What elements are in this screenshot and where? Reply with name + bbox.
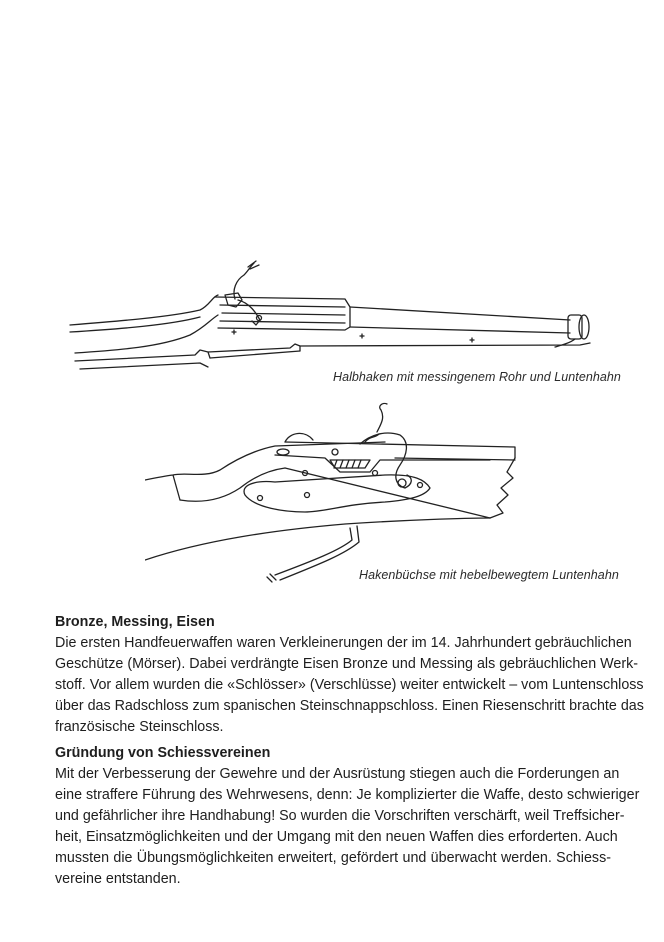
figure-caption-hakenbuechse: Hakenbüchse mit hebelbewegtem Luntenhahn — [359, 568, 619, 582]
section-gruendung-schiessvereine — [55, 743, 640, 890]
paragraph-line: stoff. Vor allem wurden die «Schlösser» (Verschlüsse) weiter entwickelt – vom Luntenschloss — [55, 677, 644, 693]
paragraph-line: vereine entstanden. — [55, 871, 181, 887]
section-bronze-messing-eisen — [55, 612, 644, 738]
paragraph-line: französische Steinschloss. — [55, 719, 224, 735]
paragraph-line: mussten die Übungsmöglichkeiten erweitert, gefördert und überwacht werden. Schiess- — [55, 850, 611, 866]
section-heading: Gründung von Schiessvereinen — [55, 745, 271, 761]
figure-hakenbuechse-illustration — [145, 400, 525, 585]
figure-caption-halbhaken: Halbhaken mit messingenem Rohr und Luntenhahn — [333, 370, 621, 384]
paragraph-line: heit, Einsatzmöglichkeiten und der Umgang mit den neuen Waffen dies erforderten. Auch — [55, 829, 618, 845]
paragraph-line: eine straffere Führung des Wehrwesens, denn: Je komplizierter die Waffe, desto schwieriger — [55, 787, 640, 803]
paragraph-line: über das Radschloss zum spanischen Steinschnappschloss. Einen Riesenschritt brachte das — [55, 698, 644, 714]
figure-halbhaken-illustration — [60, 255, 620, 370]
paragraph-line: Geschütze (Mörser). Dabei verdrängte Eisen Bronze und Messing als gebräuchlichen Werk- — [55, 656, 639, 672]
section-heading: Bronze, Messing, Eisen — [55, 614, 215, 630]
paragraph-line: Mit der Verbesserung der Gewehre und der Ausrüstung stiegen auch die Forderungen an — [55, 766, 620, 782]
paragraph-line: und gefährlicher ihre Handhabung! So wurden die Vorschriften verschärft, weil Treffsicher- — [55, 808, 625, 824]
paragraph-line: Die ersten Handfeuerwaffen waren Verkleinerungen der im 14. Jahrhundert gebräuchlichen — [55, 635, 632, 651]
